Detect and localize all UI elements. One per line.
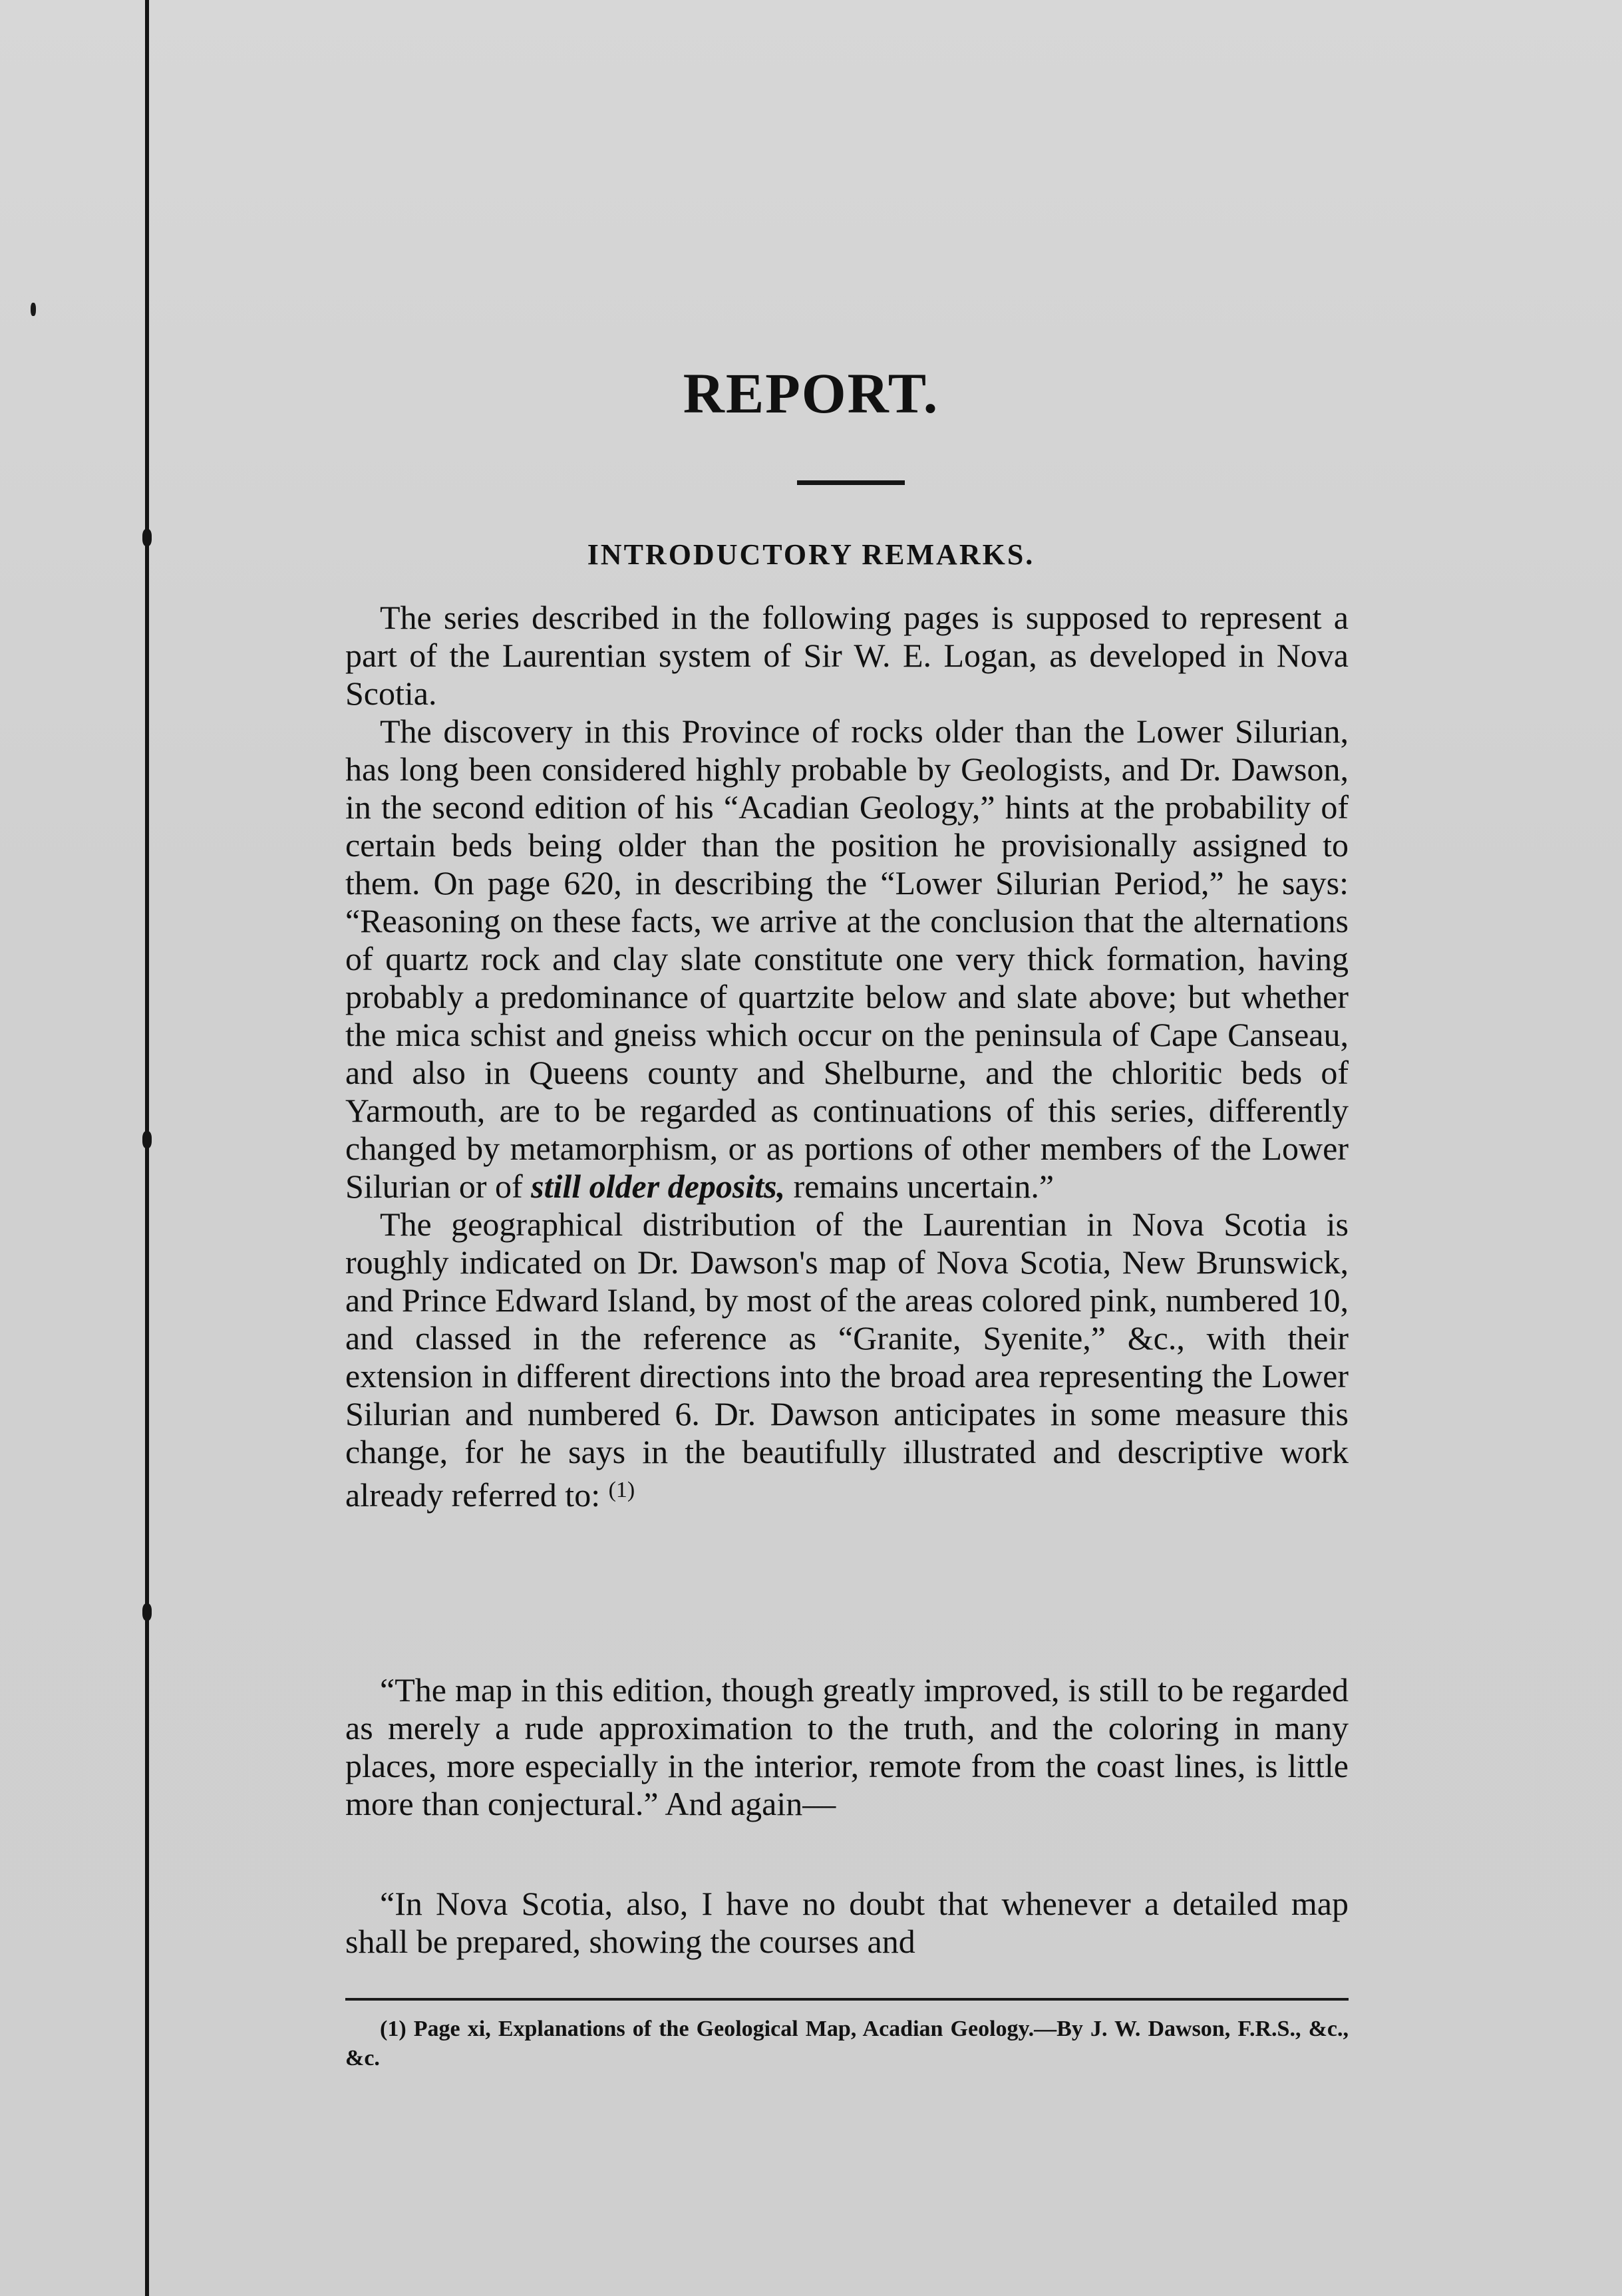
paragraph-2-text: The discovery in this Province of rocks older than the Lower Silurian, has long been considered highly probable by Geologists, and Dr. Dawson, in the second edition of his “Acadian Geology,” hints at the probability of certain beds being older than the position he provisionally assigned to them. On page 620, in describing the “Lower Silurian Period,” he says: “Reasoning on these facts, we arrive at the conclusion that the alternations of quartz rock and clay slate constitute one very thick formation, having probably a predominance of quartzite below and slate above; but whether the mica schist and gneiss which occur on the peninsula of Cape Canseau, and also in Queens county and Shelburne, and the chloritic beds of Yarmouth, are to be regarded as continuations of this series, differently changed by metamorphism, or as portions of other members of the Lower Silurian or of [345,713,1349,1205]
body-text-quote-2 [345,1885,1349,1961]
paragraph-5: “In Nova Scotia, also, I have no doubt that whenever a detailed map shall be prepared, showing the courses and [345,1885,1349,1960]
footnote-rule [345,1998,1349,2001]
paragraph-3-text: The geographical distribution of the Laurentian in Nova Scotia is roughly indicated on Dr. Dawson's map of Nova Scotia, New Brunswick, and Prince Edward Island, by most of the areas colored pink, numbered 10, and classed in the reference as “Granite, Syenite,” &c., with their extension in different directions into the broad area representing the Lower Silurian and numbered 6. Dr. Dawson anticipates in some measure this change, for he says in the beautifully illustrated and descriptive work already referred to: [345,1206,1349,1514]
paragraph-1: The series described in the following pages is supposed to represent a part of the Laurentian system of Sir W. E. Logan, as developed in Nova Scotia. [345,599,1349,712]
paragraph-3 [345,1206,1349,1514]
footnote-reference: (1) [608,1478,635,1502]
body-text-main [345,599,1349,1514]
section-heading: INTRODUCTORY REMARKS. [587,538,1035,571]
paragraph-2-tail: remains uncertain.” [785,1168,1054,1205]
binding-mark-bottom [142,1603,152,1621]
body-text-quote-1 [345,1671,1349,1823]
title-rule [797,480,905,485]
paragraph-4: “The map in this edition, though greatly improved, is still to be regarded as merely a rude approximation to the truth, and the coloring in many places, more especially in the interior, remote from the coast lines, is little more than conjectural.” And again— [345,1671,1349,1822]
binding-mark-middle [142,1131,152,1148]
footnote: (1) Page xi, Explanations of the Geological Map, Acadian Geology.—By J. W. Dawson, F.R.S., &c., &c. [345,2017,1349,2070]
paragraph-2 [345,713,1349,1206]
scan-speck [31,303,36,316]
paragraph-2-emphasis: still older deposits, [531,1168,786,1205]
page-title: REPORT. [683,361,939,425]
